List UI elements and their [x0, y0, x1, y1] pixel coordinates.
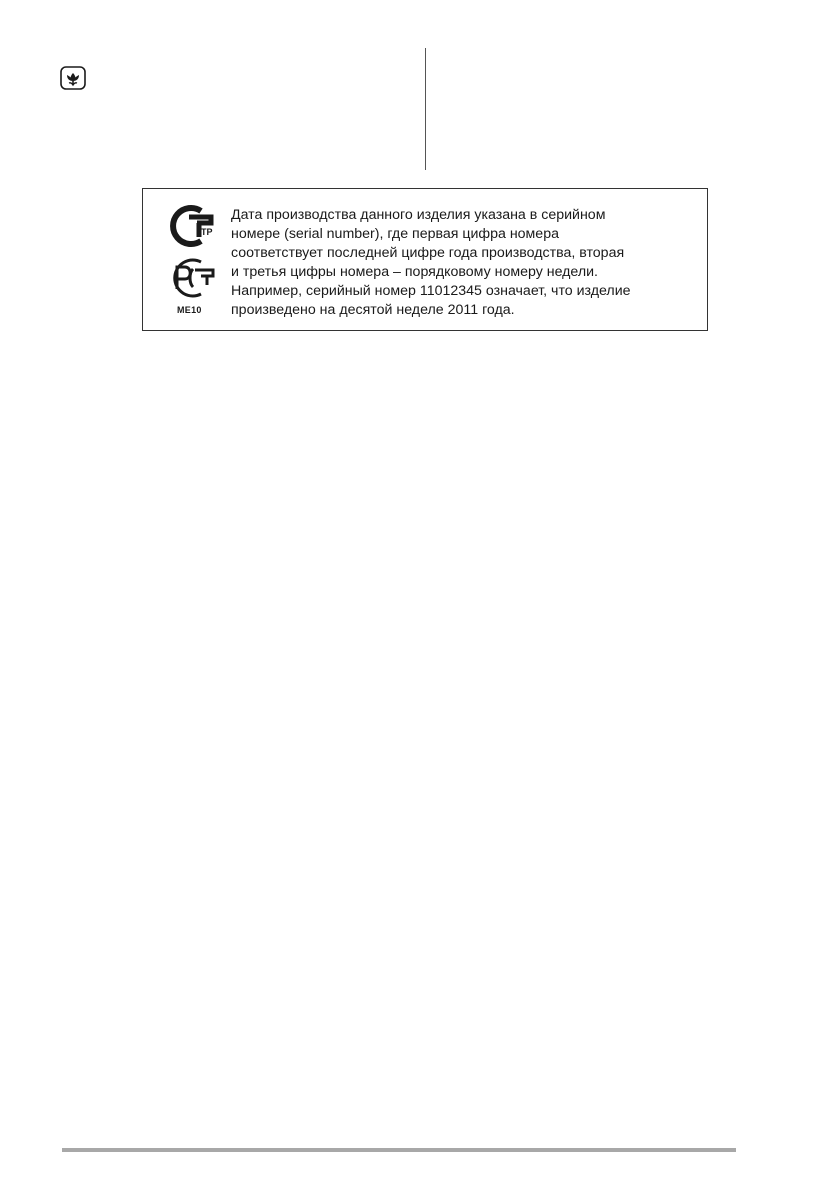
text-line: и третья цифры номера – порядковому номеру недели.: [231, 264, 598, 280]
certification-box: [142, 188, 708, 331]
certification-logos: [163, 203, 223, 323]
certification-code: ME10: [177, 305, 202, 315]
footer-rule: [62, 1148, 736, 1152]
macro-flower-icon: [60, 66, 86, 90]
rst-gost-conformity-mark-icon: [165, 255, 219, 301]
text-line: произведено на десятой неделе 2011 года.: [231, 302, 515, 318]
text-line: соответствует последней цифре года производства, вторая: [231, 245, 625, 261]
text-line: номере (serial number), где первая цифра номера: [231, 226, 559, 242]
text-line: Например, серийный номер 11012345 означает, что изделие: [231, 283, 631, 299]
column-divider: [425, 48, 426, 170]
eac-conformity-mark-icon: [165, 203, 219, 249]
text-line: Дата производства данного изделия указана в серийном: [231, 207, 606, 223]
serial-number-explanation: [231, 206, 701, 320]
svg-text:ТР: ТР: [201, 227, 213, 237]
